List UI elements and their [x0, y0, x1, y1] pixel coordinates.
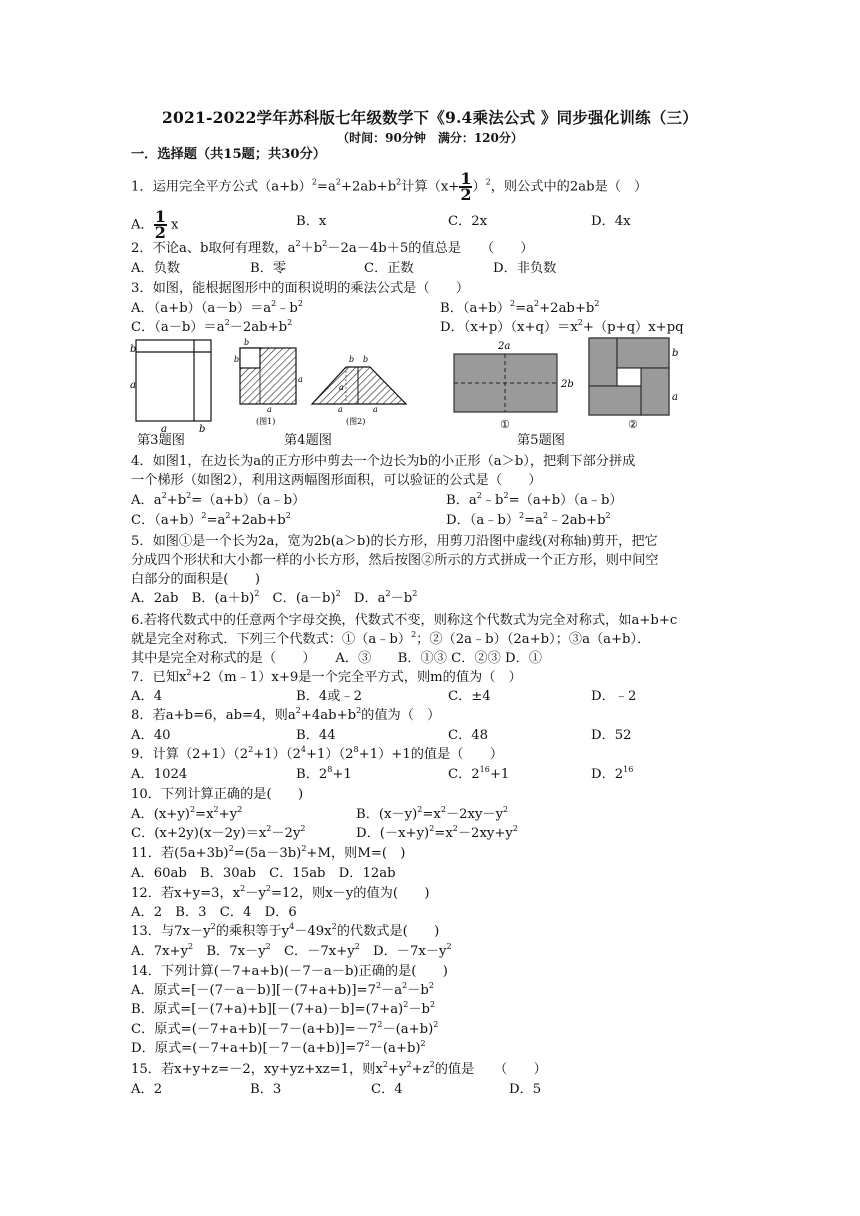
question-4-line-1: 4．如图1，在边长为a的正方形中剪去一个边长为b的小正形（a＞b），把剩下部分拼成	[131, 454, 636, 469]
svg-text:b: b	[244, 338, 250, 347]
svg-text:b: b	[363, 355, 369, 364]
q14-option-c: C．原式$=(-7+a+b)[-7-(a+b)]=-7^2-(a+b)^2$	[131, 1020, 439, 1037]
question-15: 15．若x+y+z=－2，xy+yz+xz=1，则$x^2+y^2+z^2$的值是 （ ）	[131, 1060, 547, 1077]
q7-option-a: A．4	[131, 689, 163, 704]
q3-option-c: C．$(a-b)=a^2-2ab+b^2$	[131, 318, 293, 335]
q10-option-d: D．$(-x+y)^2=x^2-2xy+y^2$	[356, 824, 518, 841]
q13-options: A．$7x+y^2$ B．$7x-y^2$ C．$-7x+y^2$ D．$-7x-y^2$	[131, 942, 452, 959]
q4-option-c: C．$(a+b)^2=a^2+2ab+b^2$	[131, 511, 291, 528]
question-5-line-3: 白部分的面积是( )	[131, 572, 260, 587]
svg-text:b: b	[672, 348, 679, 359]
svg-text:a: a	[338, 405, 343, 414]
section-heading: 一．选择题（共15题；共30分）	[131, 147, 326, 162]
q2-option-c: C．正数	[364, 261, 414, 276]
figure-5-image-1	[454, 341, 574, 431]
q3-option-b: B．$(a+b)^2=a^2+2ab+b^2$	[440, 299, 600, 316]
q8-option-d: D．52	[591, 728, 632, 743]
fig4-sub1-label: (图1)	[256, 417, 276, 426]
fraction-one-half: $\frac{1}{2}$	[460, 169, 472, 204]
question-6-line-2: 就是完全对称式．下列三个代数式：①（a﹣b）$^2$；②（2a﹣b）（2a+b）；③a（a+b）．	[131, 630, 651, 647]
q8-option-b: B．44	[296, 728, 336, 743]
q15-option-d: D．5	[509, 1082, 542, 1097]
question-11: 11．若$(5a+3b)^2=(5a-3b)^2+M$，则M=( )	[131, 844, 406, 861]
fig5-circle-2: ②	[628, 418, 638, 431]
q15-option-b: B．3	[250, 1082, 282, 1097]
question-4-line-2: 一个梯形（如图2），利用这两幅图形面积，可以验证的公式是（ ）	[131, 473, 542, 488]
q1-option-b: B．x	[296, 214, 327, 229]
q15-option-a: A．2	[131, 1082, 163, 1097]
question-6-line-1: 6.若将代数式中的任意两个字母交换，代数式不变，则称这个代数式为完全对称式，如a+b+c	[131, 613, 678, 628]
q8-option-c: C．48	[448, 728, 489, 743]
q12-options: A．2 B．3 C．4 D．6	[131, 905, 297, 920]
q4-option-a: A．$a^2+b^2=(a+b)(a﹣b)$	[131, 491, 306, 508]
fig3-label-a-left: a	[130, 380, 136, 391]
question-2: 2．不论a、b取何有理数，$a^2+b^2-2a-4b+5$的值总是 （ ）	[131, 239, 534, 256]
q4-option-d: D．$(a﹣b)^2=a^2﹣2ab+b^2$	[446, 511, 611, 528]
figure-5-image-2	[589, 338, 678, 431]
q14-option-d: D．原式$=(-7+a+b)[-7-(a+b)]=7^2-(a+b)^2$	[131, 1039, 426, 1056]
svg-text:a: a	[339, 383, 344, 392]
q9-option-b: B．$2^8+1$	[296, 765, 352, 782]
page-subtitle: （时间：90分钟 满分：120分）	[337, 131, 523, 145]
fig3-label-b-left: b	[130, 344, 137, 355]
q3-option-a: A．$(a+b)(a-b)=a^2﹣b^2$	[131, 299, 303, 316]
q10-option-b: B．$(x-y)^2=x^2-2xy-y^2$	[356, 805, 509, 822]
q14-option-a: A．原式$=[-(7-a-b)][-(7+a+b)]=7^2-a^2-b^2$	[131, 981, 434, 998]
q15-option-c: C．4	[371, 1082, 403, 1097]
question-9: 9．计算$(2+1)(2^2+1)(2^4+1)(2^8+1)+1$的值是（ ）	[131, 745, 504, 762]
figure-4-image-2	[312, 355, 406, 426]
svg-text:b: b	[349, 355, 355, 364]
q11-options: A．60ab B．30ab C．15ab D．12ab	[131, 866, 396, 881]
figure-4-image-1	[234, 338, 303, 426]
svg-text:a: a	[267, 405, 272, 414]
svg-text:2a: 2a	[498, 341, 511, 352]
question-12: 12．若x+y=3，$x^2-y^2=12$，则x－y的值为( )	[131, 884, 430, 901]
figure-3-caption: 第3题图	[137, 433, 185, 448]
page-title: 2021-2022学年苏科版七年级数学下《9.4乘法公式 》同步强化训练（三）	[162, 108, 698, 127]
figures-row	[120, 334, 700, 454]
question-10: 10．下列计算正确的是( )	[131, 787, 304, 802]
q1-option-c: C．2x	[448, 214, 488, 229]
svg-text:2b: 2b	[561, 379, 574, 390]
question-13: 13．与$7x-y^2$的乘积等于$y^4-49x^2$的代数式是( )	[131, 922, 440, 939]
fig4-sub2-label: (图2)	[346, 417, 366, 426]
svg-text:a: a	[672, 392, 678, 403]
question-14: 14．下列计算(－7+a+b)(－7－a－b)正确的是( )	[131, 964, 448, 979]
q9-option-c: C．$2^{16}+1$	[448, 765, 510, 782]
question-1: 1．运用完全平方公式$(a+b)^2=a^2+2ab+b^2$计算（x+ $\frac{1}{2}$ ）$^2$，则公式中的2ab是（ ）	[131, 169, 648, 204]
q7-option-d: D．﹣2	[591, 689, 637, 704]
q9-option-d: D．$2^{16}$	[591, 765, 634, 782]
q7-option-b: B．4或﹣2	[296, 689, 363, 704]
question-8: 8．若a+b=6，ab=4，则$a^2+4ab+b^2$的值为（ ）	[131, 706, 441, 723]
q4-option-b: B．$a^2﹣b^2=(a+b)(a﹣b)$	[446, 491, 623, 508]
q8-option-a: A．40	[131, 728, 171, 743]
q10-option-c: C．$(x+2y)(x-2y)=x^2-2y^2$	[131, 824, 306, 841]
q10-option-a: A．$(x+y)^2=x^2+y^2$	[131, 805, 243, 822]
q9-option-a: A．1024	[131, 767, 188, 782]
q2-option-d: D．非负数	[493, 261, 557, 276]
q5-options: A．2ab B．$(a+b)^2$ C．$(a-b)^2$ D．$a^2-b^2$	[131, 589, 418, 606]
q7-option-c: C．±4	[448, 689, 491, 704]
fig3-label-b-bottom: b	[199, 424, 206, 435]
svg-text:b: b	[234, 355, 240, 364]
fig5-circle-1: ①	[500, 418, 510, 431]
q1-option-d: D．4x	[591, 214, 631, 229]
question-3: 3．如图，能根据图形中的面积说明的乘法公式是（ ）	[131, 281, 470, 296]
fig3-label-a-bottom: a	[161, 424, 167, 435]
figure-4-caption: 第4题图	[284, 433, 332, 448]
figure-5-caption: 第5题图	[517, 433, 565, 448]
question-5-line-1: 5．如图①是一个长为2a，宽为2b(a＞b)的长方形，用剪刀沿图中虚线(对称轴)剪开，把它	[131, 534, 658, 549]
q3-option-d: D．$(x+p)(x+q)=x^2+(p+q)x+pq$	[440, 318, 684, 335]
question-7: 7．已知$x^2+2(m﹣1)x+9$是一个完全平方式，则m的值为（ ）	[131, 668, 522, 685]
question-5-line-2: 分成四个形状和大小都一样的小长方形，然后按图②所示的方式拼成一个正方形，则中间空	[131, 553, 659, 568]
question-6-line-3: 其中是完全对称式的是（ ） A．③ B．①③ C．②③ D．①	[131, 651, 542, 666]
q2-option-b: B．零	[250, 261, 287, 276]
svg-text:a: a	[373, 405, 378, 414]
q2-option-a: A．负数	[131, 261, 181, 276]
q14-option-b: B．原式$=[-(7+a)+b][-(7+a)-b]=(7+a)^2-b^2$	[131, 1000, 436, 1017]
svg-text:a: a	[298, 375, 303, 384]
q1-option-a: A． $\frac{1}{2}$ x	[131, 207, 179, 242]
figure-3	[130, 340, 211, 435]
